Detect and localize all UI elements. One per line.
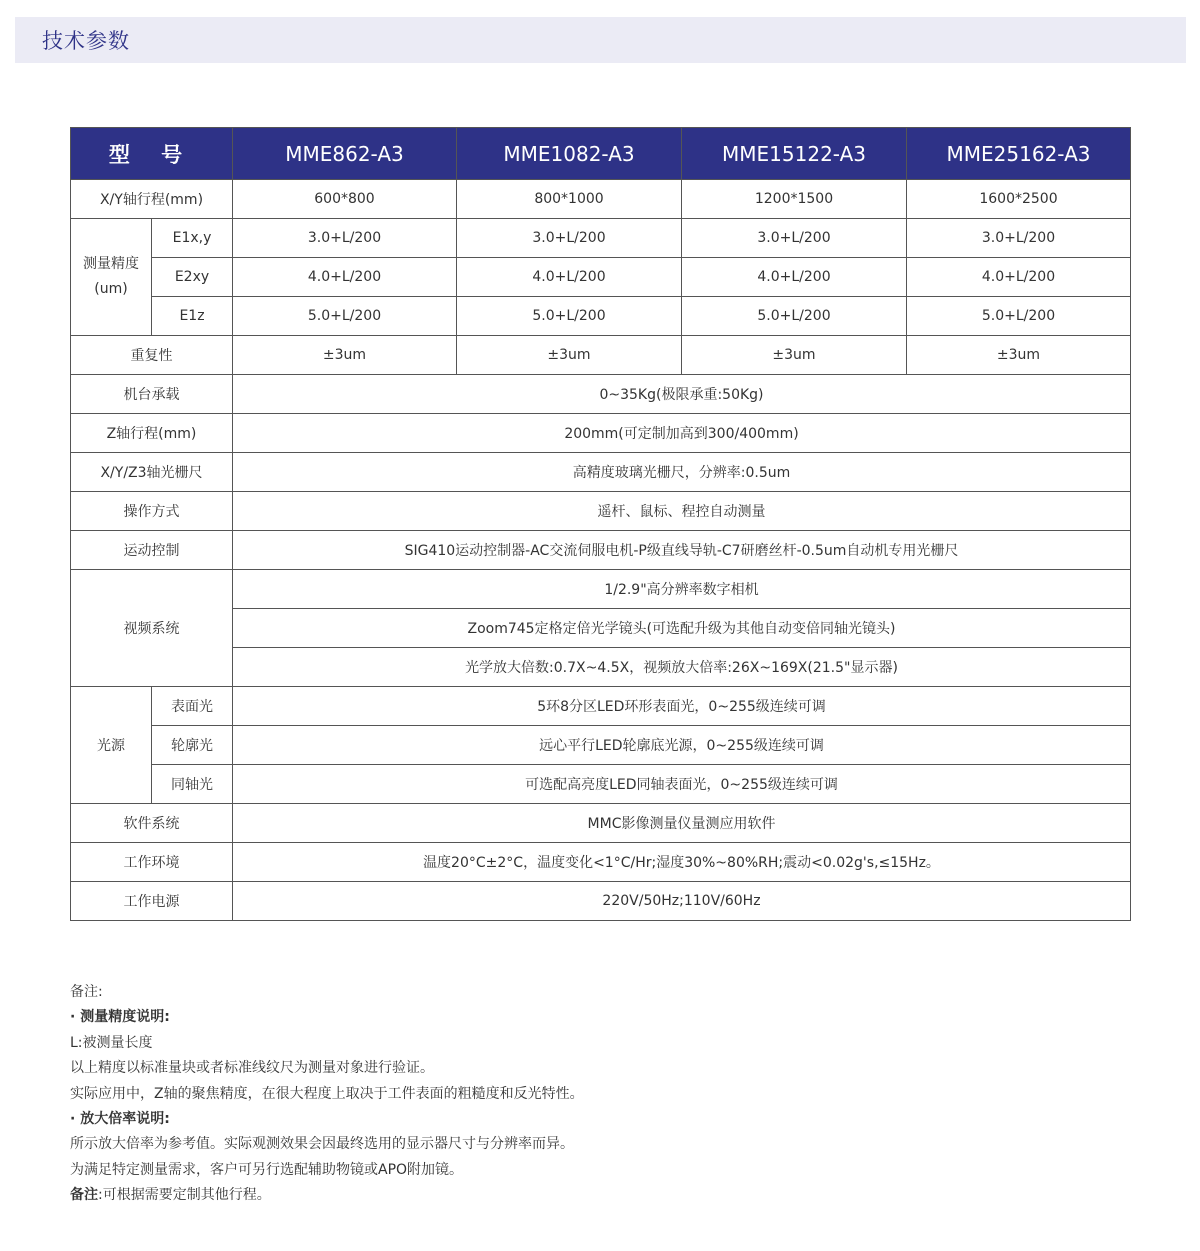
table-row	[71, 726, 1131, 765]
row-label: 机台承载	[71, 375, 233, 414]
row-label: X/Y/Z3轴光栅尺	[71, 453, 233, 492]
sub-label: 同轴光	[152, 765, 233, 804]
note-line: 所示放大倍率为参考值。实际观测效果会因最终选用的显示器尺寸与分辨率而异。	[70, 1136, 574, 1153]
table-row	[71, 531, 1131, 570]
accuracy-note-heading: · 测量精度说明:	[70, 1009, 170, 1026]
table-cell: 800*1000	[457, 180, 682, 219]
accuracy-label: 测量精度	[83, 256, 139, 272]
note-line: 以上精度以标准量块或者标准线纹尺为测量对象进行验证。	[70, 1060, 434, 1077]
table-cell: 600*800	[233, 180, 457, 219]
table-row	[71, 804, 1131, 843]
table-cell: 光学放大倍数:0.7X~4.5X，视频放大倍率:26X~169X(21.5"显示器)	[233, 648, 1131, 687]
table-cell: 温度20°C±2°C，温度变化<1°C/Hr;湿度30%~80%RH;震动<0.02g's,≤15Hz。	[233, 843, 1131, 882]
table-row	[71, 492, 1131, 531]
row-label: 重复性	[71, 336, 233, 375]
table-cell: ±3um	[682, 336, 907, 375]
table-cell: 3.0+L/200	[457, 219, 682, 258]
table-row	[71, 180, 1131, 219]
table-cell: 1/2.9"高分辨率数字相机	[233, 570, 1131, 609]
table-cell: 4.0+L/200	[907, 258, 1131, 297]
table-cell: 200mm(可定制加高到300/400mm)	[233, 414, 1131, 453]
final-note-text: :可根据需要定制其他行程。	[98, 1187, 271, 1204]
table-cell: 5.0+L/200	[907, 297, 1131, 336]
note-line	[70, 1183, 584, 1208]
row-label: 运动控制	[71, 531, 233, 570]
model-name: MME15122-A3	[682, 128, 907, 180]
sub-label: E1x,y	[152, 219, 233, 258]
table-cell: 3.0+L/200	[907, 219, 1131, 258]
table-row	[71, 219, 1131, 258]
spec-table	[70, 127, 1131, 921]
sub-label: E2xy	[152, 258, 233, 297]
table-cell: 0~35Kg(极限承重:50Kg)	[233, 375, 1131, 414]
table-cell: 遥杆、鼠标、程控自动测量	[233, 492, 1131, 531]
row-label: 工作环境	[71, 843, 233, 882]
model-name: MME1082-A3	[457, 128, 682, 180]
table-row	[71, 570, 1131, 609]
model-name: MME25162-A3	[907, 128, 1131, 180]
table-cell: SIG410运动控制器-AC交流伺服电机-P级直线导轨-C7研磨丝杆-0.5um自动机专用光栅尺	[233, 531, 1131, 570]
table-cell: 5.0+L/200	[682, 297, 907, 336]
table-cell: 1600*2500	[907, 180, 1131, 219]
table-cell: 5.0+L/200	[233, 297, 457, 336]
accuracy-unit: (um)	[94, 281, 128, 297]
final-note-label: 备注	[70, 1187, 98, 1204]
note-line: 实际应用中，Z轴的聚焦精度，在很大程度上取决于工件表面的粗糙度和反光特性。	[70, 1085, 584, 1102]
table-row	[71, 882, 1131, 921]
sub-label: 轮廓光	[152, 726, 233, 765]
table-header-row	[71, 128, 1131, 180]
table-cell: 5.0+L/200	[457, 297, 682, 336]
row-label: X/Y轴行程(mm)	[71, 180, 233, 219]
table-cell: MMC影像测量仪量测应用软件	[233, 804, 1131, 843]
model-header-label: 型 号	[71, 128, 233, 180]
row-label: 软件系统	[71, 804, 233, 843]
section-title: 技术参数	[42, 29, 130, 53]
row-label: Z轴行程(mm)	[71, 414, 233, 453]
table-row	[71, 453, 1131, 492]
notes-title: 备注:	[70, 984, 103, 1000]
table-cell: 高精度玻璃光栅尺，分辨率:0.5um	[233, 453, 1131, 492]
table-cell: 3.0+L/200	[682, 219, 907, 258]
table-row	[71, 375, 1131, 414]
table-cell: 4.0+L/200	[457, 258, 682, 297]
table-row	[71, 687, 1131, 726]
table-cell: 1200*1500	[682, 180, 907, 219]
table-cell: Zoom745定格定倍光学镜头(可选配升级为其他自动变倍同轴光镜头)	[233, 609, 1131, 648]
table-cell: ±3um	[907, 336, 1131, 375]
row-label: 光源	[71, 687, 152, 804]
row-label: 操作方式	[71, 492, 233, 531]
table-cell: 远心平行LED轮廓底光源，0~255级连续可调	[233, 726, 1131, 765]
row-label: 工作电源	[71, 882, 233, 921]
row-label: 视频系统	[71, 570, 233, 687]
row-label	[71, 219, 152, 336]
table-cell: 可选配高亮度LED同轴表面光，0~255级连续可调	[233, 765, 1131, 804]
table-cell: 3.0+L/200	[233, 219, 457, 258]
table-cell: 5环8分区LED环形表面光，0~255级连续可调	[233, 687, 1131, 726]
note-line: 为满足特定测量需求，客户可另行选配辅助物镜或APO附加镜。	[70, 1161, 464, 1178]
model-name: MME862-A3	[233, 128, 457, 180]
table-cell: ±3um	[233, 336, 457, 375]
section-header	[15, 17, 1186, 63]
table-row	[71, 414, 1131, 453]
note-line: L:被测量长度	[70, 1034, 153, 1051]
table-cell: 4.0+L/200	[682, 258, 907, 297]
magnification-note-heading: · 放大倍率说明:	[70, 1111, 170, 1128]
table-row	[71, 258, 1131, 297]
table-row	[71, 843, 1131, 882]
sub-label: 表面光	[152, 687, 233, 726]
table-cell: ±3um	[457, 336, 682, 375]
table-row	[71, 336, 1131, 375]
table-cell: 220V/50Hz;110V/60Hz	[233, 882, 1131, 921]
table-row	[71, 297, 1131, 336]
table-row	[71, 765, 1131, 804]
table-cell: 4.0+L/200	[233, 258, 457, 297]
notes	[70, 980, 584, 1209]
sub-label: E1z	[152, 297, 233, 336]
